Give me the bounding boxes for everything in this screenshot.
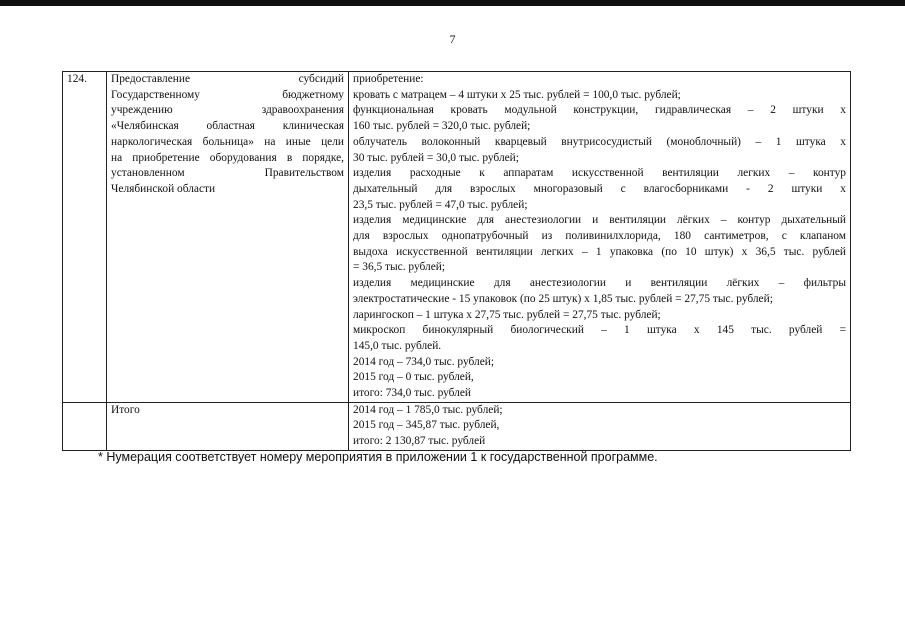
detail-entry bbox=[353, 308, 846, 324]
detail-line: для взрослых однопатрубочный из поливинилхлорида, 180 сантиметров, с клапаном bbox=[353, 230, 846, 243]
subject-line: «Челябинская областная клиническая bbox=[111, 120, 344, 133]
total-label: Итого bbox=[107, 402, 349, 450]
detail-entry bbox=[353, 323, 846, 354]
page-number: 7 bbox=[449, 32, 456, 46]
detail-line: микроскоп бинокулярный биологический – 1 штука х 145 тыс. рублей = bbox=[353, 324, 846, 337]
detail-line: облучатель волоконный кварцевый внутрисосудистый (моноблочный) – 1 штука х bbox=[353, 135, 846, 148]
detail-line: выдоха искусственной вентиляции легких – 1 упаковка (по 10 штук) х 36,5 тыс. рублей bbox=[353, 245, 846, 258]
subject-line: Предоставление субсидий bbox=[111, 73, 344, 85]
detail-line: 145,0 тыс. рублей. bbox=[353, 339, 442, 352]
detail-line: итого: 734,0 тыс. рублей bbox=[353, 387, 472, 400]
detail-line: приобретение: bbox=[353, 73, 424, 85]
total-row bbox=[63, 402, 851, 450]
detail-line: 2014 год – 734,0 тыс. рублей; bbox=[353, 355, 495, 368]
detail-line: изделия медицинские для анестезиологии и вентиляции лёгких – контур дыхательный bbox=[353, 214, 846, 227]
total-line: 2015 год – 345,87 тыс. рублей, bbox=[353, 419, 500, 432]
row-subject bbox=[107, 72, 349, 403]
detail-entry bbox=[353, 135, 846, 166]
detail-line: изделия медицинские для анестезиологии и вентиляции лёгких – фильтры bbox=[353, 277, 846, 290]
subject-line: на приобретение оборудования в порядке, bbox=[111, 151, 344, 164]
detail-line: функциональная кровать модульной конструкции, гидравлическая – 2 штуки х bbox=[353, 104, 846, 117]
subject-line: Государственному бюджетному bbox=[111, 88, 344, 101]
detail-line: 160 тыс. рублей = 320,0 тыс. рублей; bbox=[353, 120, 531, 133]
detail-line: изделия расходные к аппаратам искусственной вентиляции легких – контур bbox=[353, 167, 846, 180]
detail-entry bbox=[353, 88, 846, 104]
detail-line: 23,5 тыс. рублей = 47,0 тыс. рублей; bbox=[353, 198, 528, 211]
row-number: 124. bbox=[63, 72, 107, 403]
detail-line: = 36,5 тыс. рублей; bbox=[353, 261, 446, 274]
detail-entry bbox=[353, 103, 846, 134]
total-line: 2014 год – 1 785,0 тыс. рублей; bbox=[353, 403, 503, 416]
total-details bbox=[349, 402, 851, 450]
footnote: * Нумерация соответствует номеру мероприятия в приложении 1 к государственной программе. bbox=[98, 450, 658, 464]
detail-line: кровать с матрацем – 4 штуки х 25 тыс. рублей = 100,0 тыс. рублей; bbox=[353, 88, 681, 101]
detail-entry bbox=[353, 370, 846, 386]
total-number-cell bbox=[63, 402, 107, 450]
row-details bbox=[349, 72, 851, 403]
detail-entry bbox=[353, 276, 846, 307]
table-row bbox=[63, 72, 851, 403]
subject-line: установленном Правительством bbox=[111, 167, 344, 180]
detail-entry bbox=[353, 213, 846, 276]
detail-entry bbox=[353, 166, 846, 213]
subject-line: Челябинской области bbox=[111, 182, 216, 195]
detail-entry bbox=[353, 355, 846, 371]
detail-line: 2015 год – 0 тыс. рублей, bbox=[353, 371, 474, 384]
detail-line: ларингоскоп – 1 штука х 27,75 тыс. рублей = 27,75 тыс. рублей; bbox=[353, 308, 661, 321]
subject-line: наркологическая больница» на иные цели bbox=[111, 135, 344, 148]
detail-line: 30 тыс. рублей = 30,0 тыс. рублей; bbox=[353, 151, 519, 164]
detail-line: дыхательный для взрослых многоразовый с влагосборниками - 2 штуки х bbox=[353, 182, 846, 195]
detail-entry bbox=[353, 386, 846, 402]
subject-line: учреждению здравоохранения bbox=[111, 104, 344, 117]
detail-entry bbox=[353, 72, 846, 88]
detail-line: электростатические - 15 упаковок (по 25 штук) х 1,85 тыс. рублей = 27,75 тыс. рублей; bbox=[353, 292, 773, 305]
scan-top-border bbox=[0, 0, 905, 6]
program-table bbox=[62, 71, 851, 451]
total-line: итого: 2 130,87 тыс. рублей bbox=[353, 435, 486, 448]
